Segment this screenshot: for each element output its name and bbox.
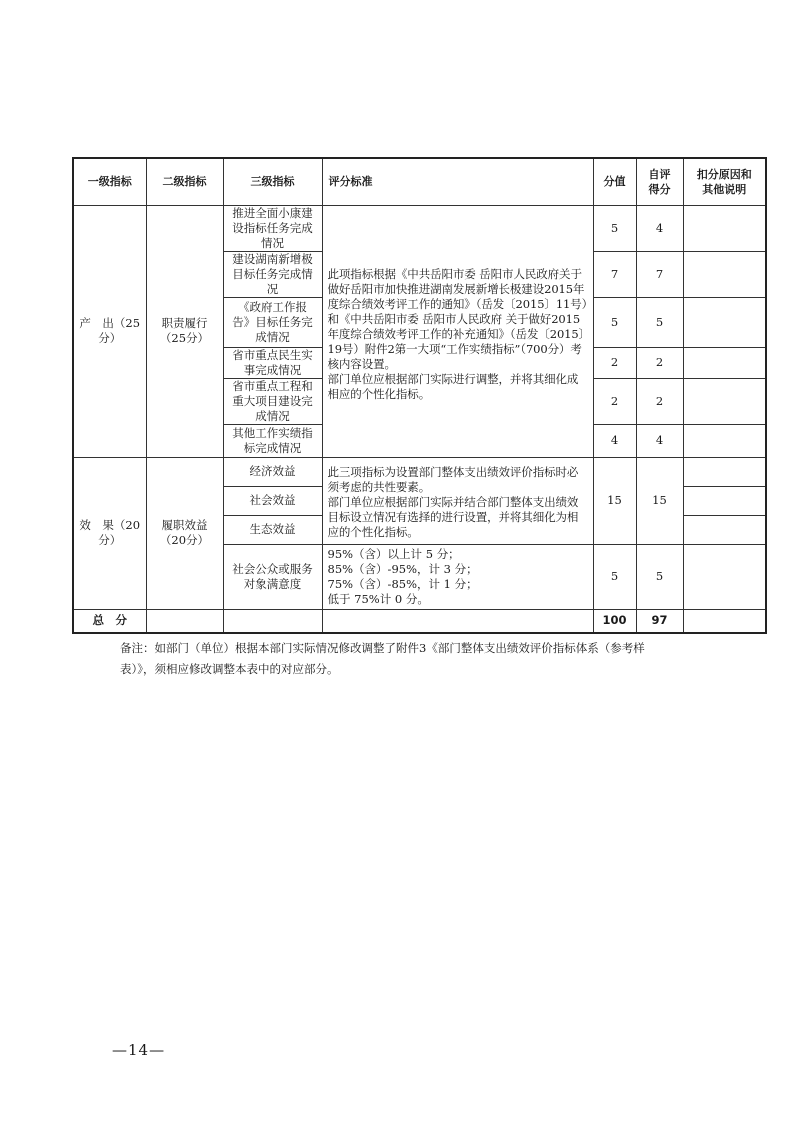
header-level3: 三级指标: [223, 158, 322, 205]
self-score-cell: 7: [636, 251, 683, 297]
output-level3-cell: 省市重点工程和重大项目建设完成情况: [223, 378, 322, 424]
total-empty-cell: [223, 609, 322, 633]
output-level3-cell: 省市重点民生实事完成情况: [223, 347, 322, 378]
effect-level3-cell: 社会效益: [223, 486, 322, 515]
self-score-cell: 4: [636, 424, 683, 457]
header-self-score: [636, 158, 683, 205]
effect-self-score-cell: 15: [636, 457, 683, 544]
header-reason: [683, 158, 766, 205]
header-criteria: 评分标准: [322, 158, 593, 205]
output-level3-cell: 推进全面小康建设指标任务完成情况: [223, 205, 322, 251]
score-cell: 5: [593, 544, 636, 609]
effect-level1-cell: 效 果（20分）: [73, 457, 146, 609]
self-score-cell: 2: [636, 378, 683, 424]
header-level1: 一级指标: [73, 158, 146, 205]
self-score-cell: 5: [636, 297, 683, 347]
total-score: 100: [593, 609, 636, 633]
reason-cell: [683, 424, 766, 457]
output-level3-cell: 建设湖南新增极目标任务完成情况: [223, 251, 322, 297]
self-score-cell: 4: [636, 205, 683, 251]
reason-cell: [683, 486, 766, 515]
reason-cell: [683, 297, 766, 347]
output-criteria-cell: [322, 205, 593, 457]
output-level3-cell: 其他工作实绩指标完成情况: [223, 424, 322, 457]
self-score-cell: 5: [636, 544, 683, 609]
effect-level2-cell: 履职效益（20分）: [146, 457, 223, 609]
output-criteria-para1: 此项指标根据《中共岳阳市委 岳阳市人民政府关于做好岳阳市加快推进湖南发展新增长极建设2015年度综合绩效考评工作的通知》（岳发〔2015〕11号）和《中共岳阳市委 岳阳市人民政府 关于做好2015年度综合绩效考评工作的补充通知》（岳发〔2015〕19号）附件2第一大项“工作实绩指标”（700分）考核内容设置。: [327, 266, 588, 371]
effect-level3-cell: 经济效益: [223, 457, 322, 486]
satisfaction-criteria-line: 85%（含）-95%，计 3 分；: [327, 561, 478, 576]
table-row: [73, 205, 766, 251]
effect-criteria-para2: 部门单位应根据部门实际并结合部门整体支出绩效目标设立情况有选择的进行设置，并将其细化为相应的个性化指标。: [327, 494, 579, 539]
effect-criteria-cell: [322, 457, 593, 544]
output-level1-cell: 产 出（25分）: [73, 205, 146, 457]
reason-cell: [683, 251, 766, 297]
total-self-score: 97: [636, 609, 683, 633]
total-row: [73, 609, 766, 633]
table-note: [120, 638, 660, 680]
table-row: [73, 457, 766, 486]
effect-score-cell: 15: [593, 457, 636, 544]
header-level2: 二级指标: [146, 158, 223, 205]
satisfaction-criteria-line: 95%（含）以上计 5 分；: [327, 546, 460, 561]
header-self-score-line1: 自评: [648, 167, 671, 181]
header-reason-line1: 扣分原因和: [696, 167, 752, 181]
satisfaction-criteria-cell: [322, 544, 593, 609]
output-level2-cell: 职责履行（25分）: [146, 205, 223, 457]
satisfaction-level3-cell: 社会公众或服务对象满意度: [223, 544, 322, 609]
score-cell: 4: [593, 424, 636, 457]
self-score-cell: 2: [636, 347, 683, 378]
satisfaction-criteria-line: 低于 75%计 0 分。: [327, 591, 429, 606]
total-empty-cell: [683, 609, 766, 633]
reason-cell: [683, 515, 766, 544]
note-line2: 表）》，须相应修改调整本表中的对应部分。: [120, 662, 339, 676]
satisfaction-criteria-line: 75%（含）-85%，计 1 分；: [327, 576, 478, 591]
score-cell: 2: [593, 347, 636, 378]
total-label: 总 分: [73, 609, 146, 633]
reason-cell: [683, 347, 766, 378]
table-header-row: [73, 158, 766, 205]
header-self-score-line2: 得分: [648, 182, 671, 196]
effect-level3-cell: 生态效益: [223, 515, 322, 544]
note-line1: 备注：如部门（单位）根据本部门实际情况修改调整了附件3《部门整体支出绩效评价指标体系（参考样: [120, 641, 645, 655]
total-empty-cell: [146, 609, 223, 633]
score-cell: 7: [593, 251, 636, 297]
page-number: —14—: [112, 1041, 166, 1059]
output-criteria-para2: 部门单位应根据部门实际进行调整，并将其细化成相应的个性化指标。: [327, 371, 579, 401]
reason-cell: [683, 378, 766, 424]
evaluation-table: [72, 157, 767, 634]
reason-cell: [683, 544, 766, 609]
header-reason-line2: 其他说明: [702, 182, 747, 196]
effect-criteria-para1: 此三项指标为设置部门整体支出绩效评价指标时必须考虑的共性要素。: [327, 464, 579, 494]
total-empty-cell: [322, 609, 593, 633]
score-cell: 5: [593, 205, 636, 251]
output-level3-cell: 《政府工作报告》目标任务完成情况: [223, 297, 322, 347]
score-cell: 5: [593, 297, 636, 347]
header-score: 分值: [593, 158, 636, 205]
score-cell: 2: [593, 378, 636, 424]
reason-cell: [683, 205, 766, 251]
reason-cell: [683, 457, 766, 486]
